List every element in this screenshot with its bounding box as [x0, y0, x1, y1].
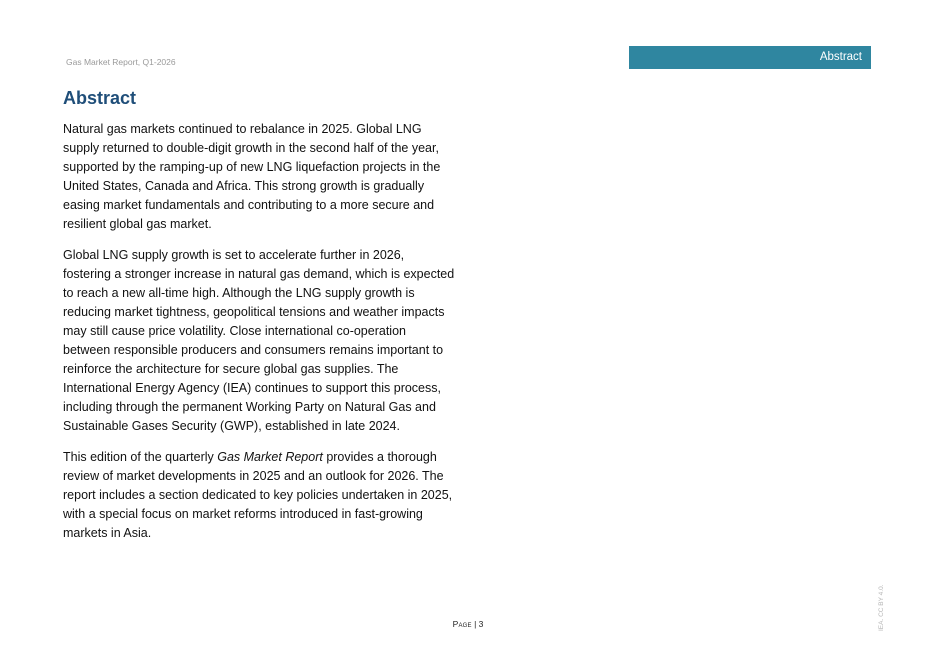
page-title: Abstract [63, 88, 137, 108]
page-number: 3 [478, 619, 484, 629]
paragraph-2: Global LNG supply growth is set to accelerate further in 2026, fostering a stronger increase in natural gas demand, which is expected to reach a new all-time high. Although the LNG supply growth is reducing market tightness, geopolitical tensions and weather impacts may still cause price volatility. Close international co-operation between responsible producers and consumers remains important to reinforce the architecture for secure global gas supplies. The International Energy Agency (IEA) continues to support this process, including through the permanent Working Party on Natural Gas and Sustainable Gases Security (GWP), established in late 2024. [63, 247, 455, 434]
paragraph-3-after: provides a thorough review of market developments in 2025 and an outlook for 2026. The report includes a section dedicated to key policies undertaken in 2025, with a special focus on market reforms introduced in fast-growing markets in Asia. [63, 449, 453, 540]
paragraph-1: Natural gas markets continued to rebalance in 2025. Global LNG supply returned to double-digit growth in the second half of the year, supported by the ramping-up of new LNG liquefaction projects in the United States, Canada and Africa. This strong growth is gradually easing market fundamentals and contributing to a more secure and resilient global gas market. [63, 122, 441, 232]
page-word: Page [452, 619, 472, 629]
page-footer [0, 619, 936, 629]
paragraph-3 [63, 448, 455, 543]
body-text [63, 120, 455, 554]
license-notice: IEA. CC BY 4.0. [878, 584, 885, 631]
paragraph-3-before: This edition of the quarterly [63, 449, 218, 464]
section-banner [629, 46, 871, 69]
section-banner-label: Abstract [819, 51, 862, 63]
report-title-italic: Gas Market Report [217, 449, 323, 464]
running-header: Gas Market Report, Q1-2026 [66, 57, 176, 67]
page-separator: | [471, 619, 479, 629]
